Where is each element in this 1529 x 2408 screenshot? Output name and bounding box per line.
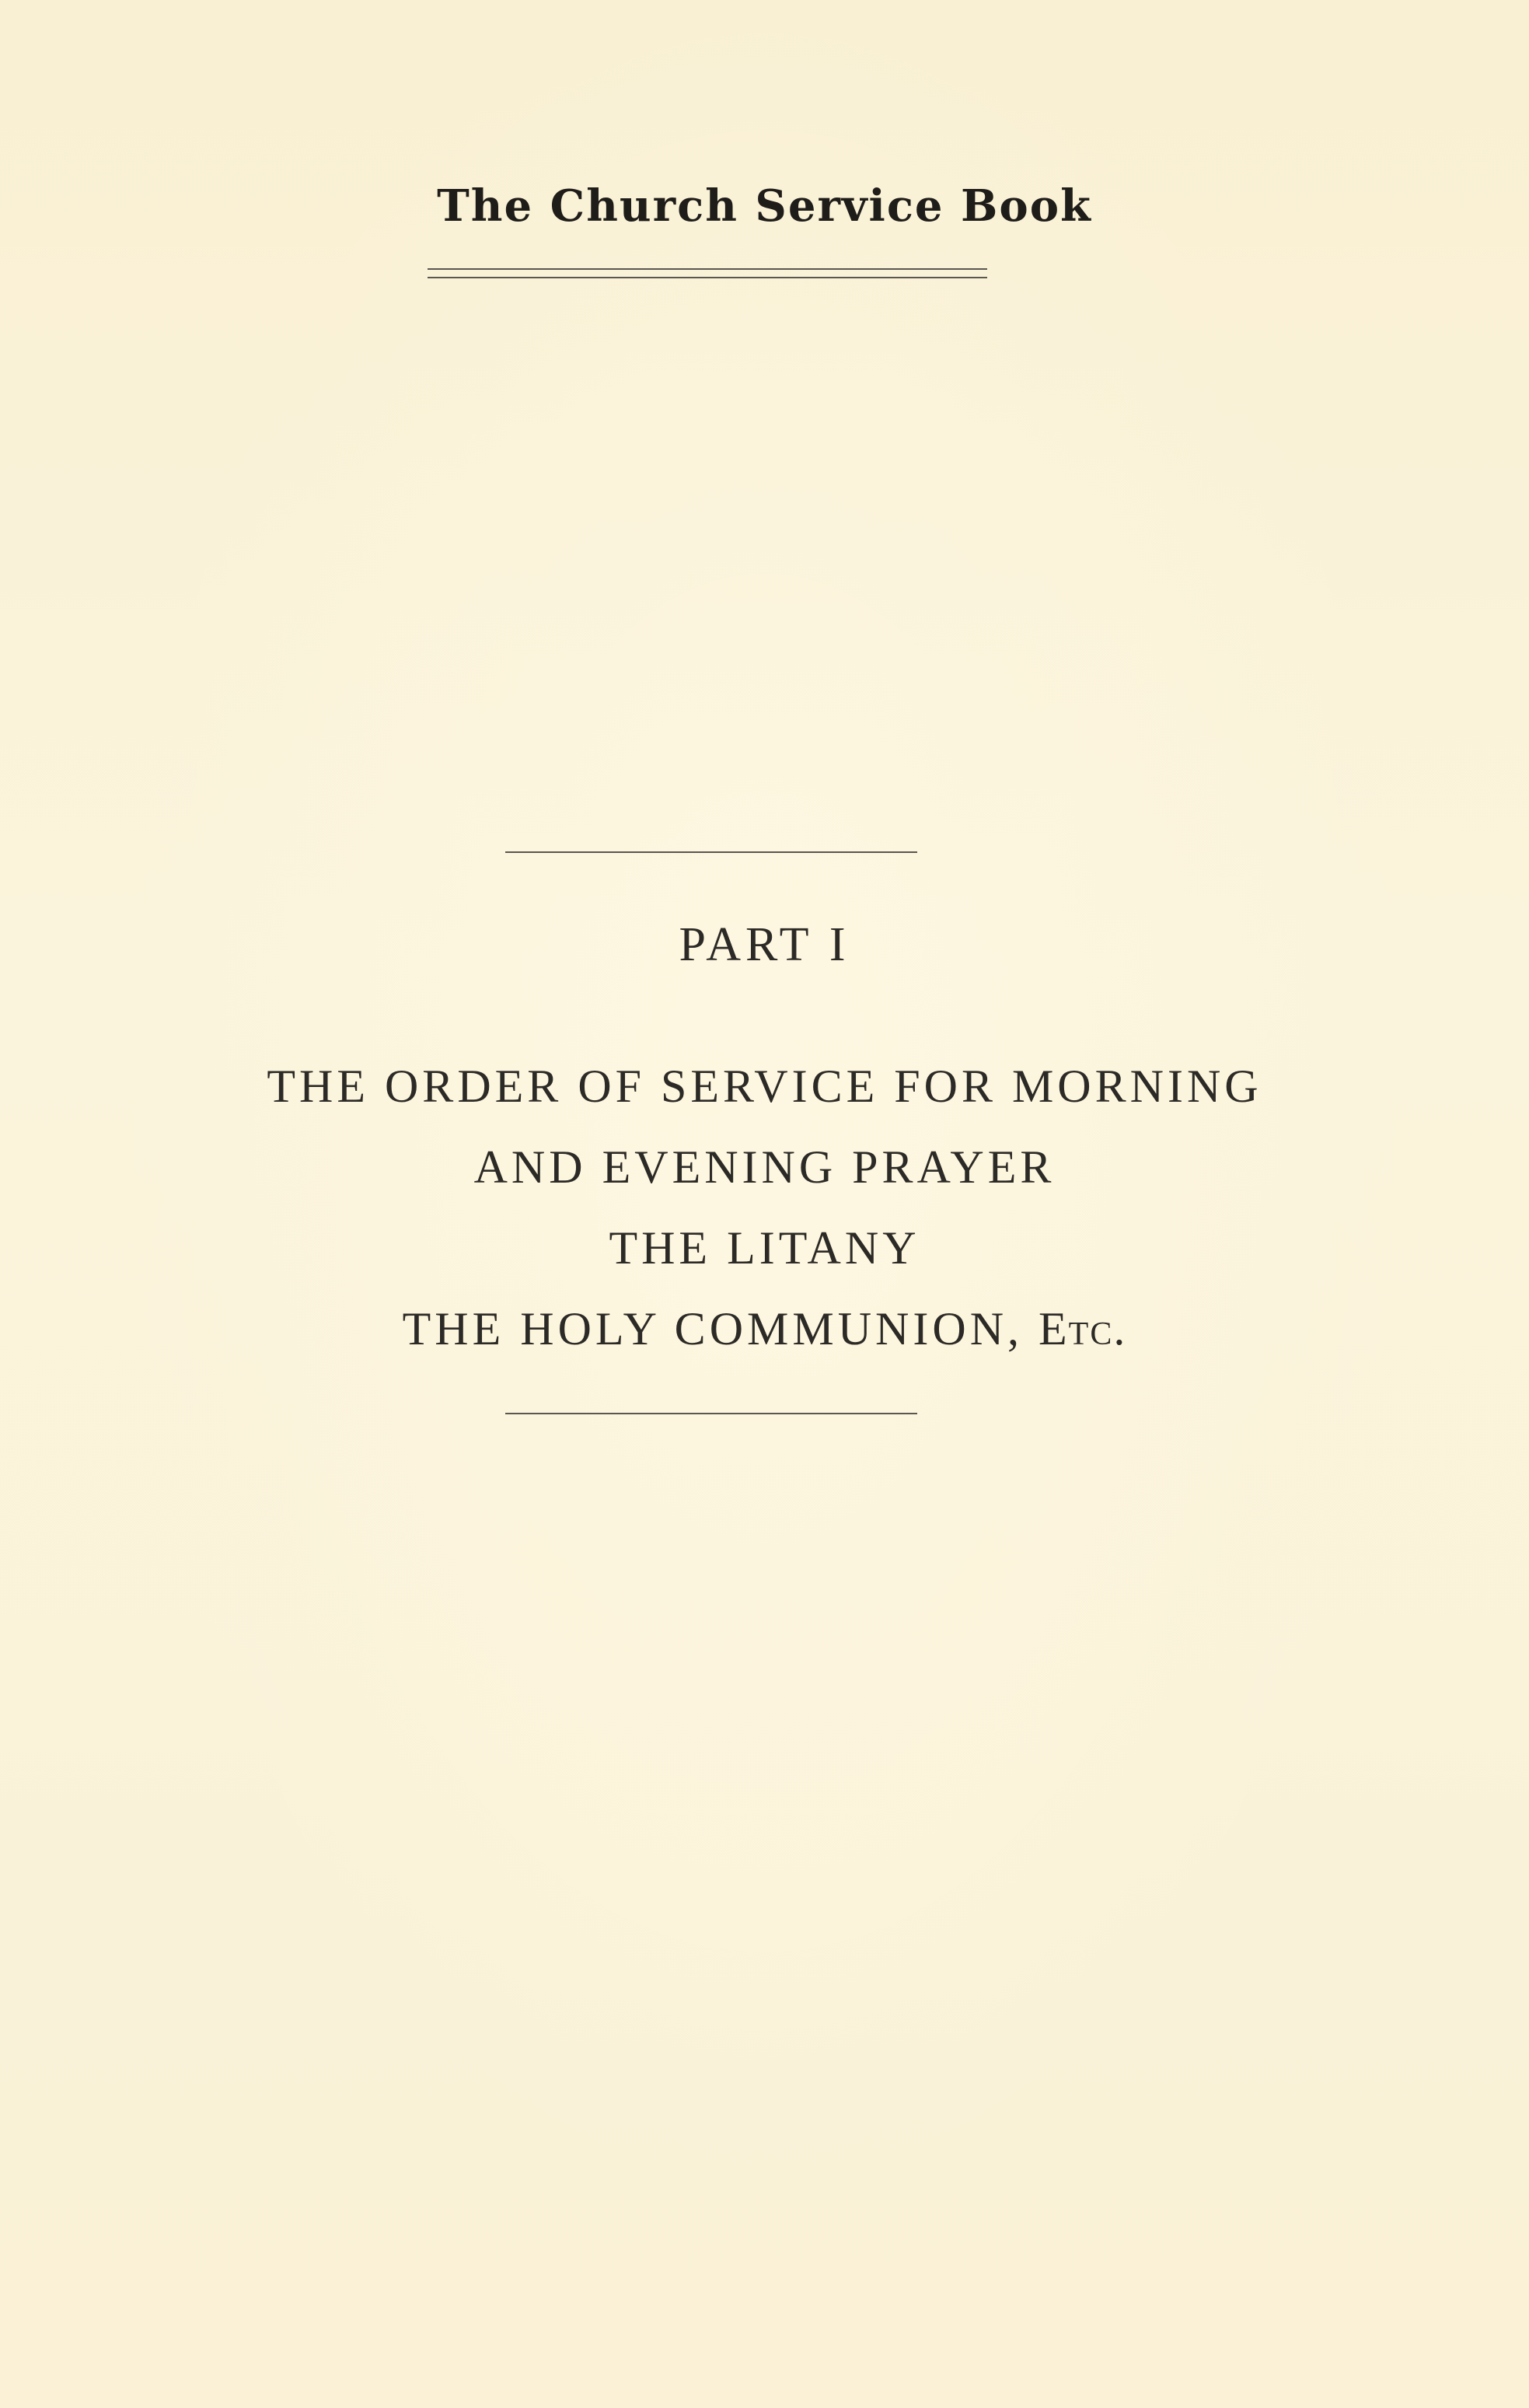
running-head-rule-lower — [428, 277, 987, 278]
part-label: PART I — [679, 918, 850, 971]
running-head-rule-upper — [428, 268, 987, 270]
contents-line-4-etc: Etc. — [1039, 1303, 1127, 1354]
contents-line-4-main: THE HOLY COMMUNION, — [402, 1303, 1024, 1354]
section-divider-top — [505, 851, 917, 853]
contents-line-2: AND EVENING PRAYER — [473, 1141, 1056, 1193]
contents-line-4 — [78, 1288, 1451, 1369]
section-divider-bottom — [505, 1413, 917, 1414]
contents-line-1: THE ORDER OF SERVICE FOR MORNING — [267, 1061, 1262, 1112]
contents-line-3: THE LITANY — [609, 1222, 920, 1274]
part-contents — [78, 1046, 1451, 1369]
running-head-title: The Church Service Book — [437, 180, 1092, 232]
